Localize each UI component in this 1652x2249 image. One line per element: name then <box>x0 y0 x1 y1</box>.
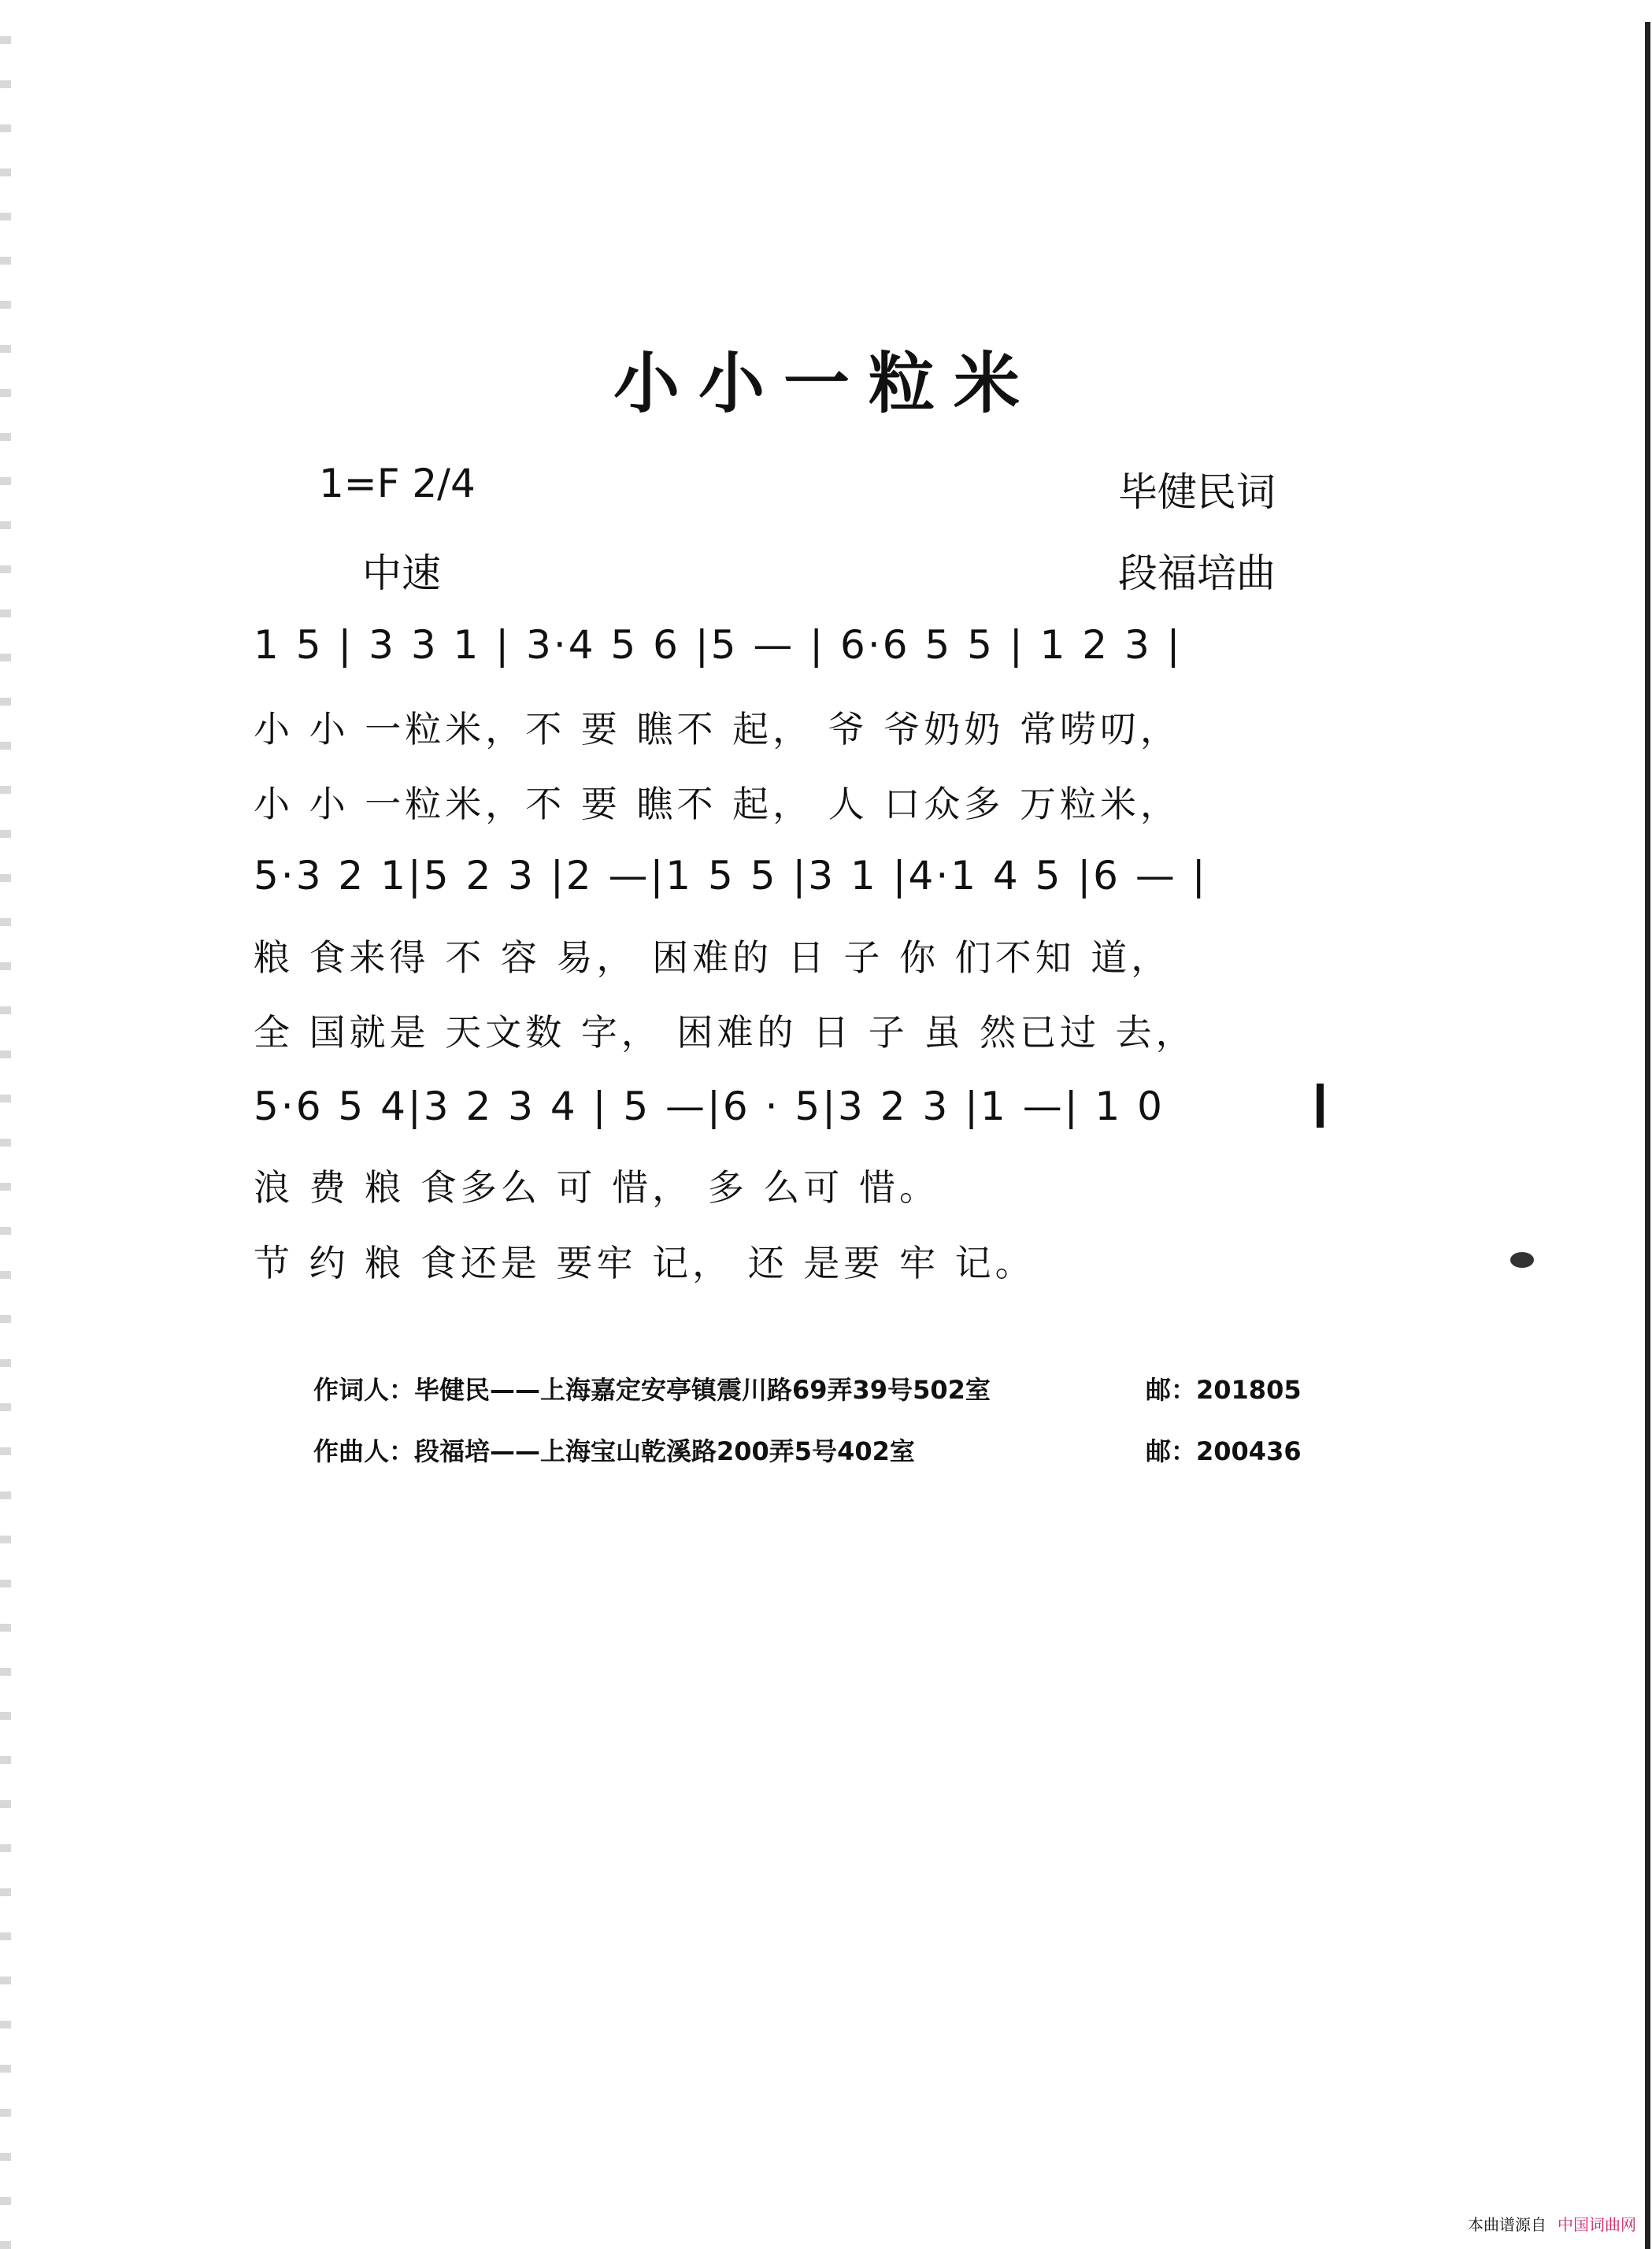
source-site-link[interactable]: 中国词曲网 <box>1558 2215 1636 2234</box>
lyrics-verse2-line-2: 全 国就是 天文数 字， 困难的 日 子 虽 然已过 去， <box>254 1011 1196 1054</box>
score-notes-line-3: 5·6 5 4|3 2 3 4 | 5 —|6 · 5|3 2 3 |1 —| 1 0 <box>254 1084 1165 1129</box>
ink-blot <box>1510 1252 1534 1268</box>
lyrics-verse1-line-1: 小 小 一粒米，不 要 瞧不 起， 爷 爷奶奶 常唠叨， <box>254 708 1180 750</box>
lyrics-verse2-line-1: 小 小 一粒米，不 要 瞧不 起， 人 口众多 万粒米， <box>254 783 1180 825</box>
song-title: 小小一粒米 <box>613 345 1039 422</box>
composer-address: 作曲人：段福培——上海宝山乾溪路200弄5号402室 <box>313 1436 915 1466</box>
key-signature: 1=F 2/4 <box>319 461 476 506</box>
final-barline <box>1317 1084 1324 1128</box>
lyricist-credit: 毕健民词 <box>1118 469 1276 515</box>
lyricist-zip: 邮：201805 <box>1146 1375 1302 1405</box>
source-label: 本曲谱源自 <box>1468 2215 1546 2234</box>
lyrics-verse1-line-2: 粮 食来得 不 容 易， 困难的 日 子 你 们不知 道， <box>254 936 1172 979</box>
score-notes-line-1: 1 5 | 3 3 1 | 3·4 5 6 |5 — | 6·6 5 5 | 1 2 3 | <box>254 622 1183 668</box>
lyrics-verse1-line-3: 浪 费 粮 食多么 可 惜， 多 么可 惜。 <box>254 1166 939 1209</box>
tempo-marking: 中速 <box>362 550 441 596</box>
lyrics-verse2-line-3: 节 约 粮 食还是 要牢 记， 还 是要 牢 记。 <box>254 1242 1035 1284</box>
source-credit <box>1468 2212 1636 2235</box>
composer-credit: 段福培曲 <box>1118 550 1276 596</box>
score-notes-line-2: 5·3 2 1|5 2 3 |2 —|1 5 5 |3 1 |4·1 4 5 |6 — | <box>254 853 1208 898</box>
lyricist-address: 作词人：毕健民——上海嘉定安亭镇震川路69弄39号502室 <box>313 1375 991 1405</box>
composer-zip: 邮：200436 <box>1146 1436 1302 1466</box>
